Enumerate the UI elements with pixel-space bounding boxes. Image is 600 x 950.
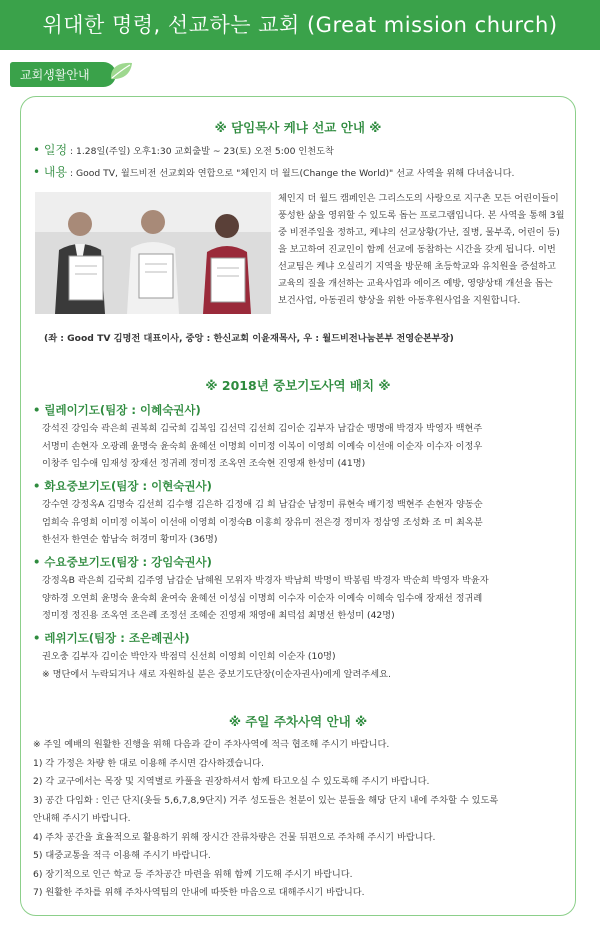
tag-text: 교회생활안내 — [20, 68, 90, 82]
parking-line: 4) 주차 공간을 효율적으로 활용하기 위해 장시간 잔류차량은 건물 뒤편으로 주차해 주시기 바랍니다. — [33, 831, 436, 843]
names-line: 이창주 임수애 임재성 장재선 정귀례 정미정 조옥연 조숙현 진영재 한성미 (41명) — [42, 458, 366, 469]
tuesday-prayer-heading: • 화요중보기도(팀장 : 이현숙권사) — [33, 479, 212, 493]
levite-prayer-names — [42, 648, 391, 683]
photo-illustration — [35, 192, 271, 314]
parking-line: 1) 각 가정은 차량 한 대로 이용해 주시면 감사하겠습니다. — [33, 757, 264, 769]
content-body-line: 중 비전주일을 정하고, 케냐의 선교상황(가난, 질병, 물부족, 어린이 등) — [278, 227, 560, 238]
content-first-text: : Good TV, 월드비전 선교회와 연합으로 "체인지 더 월드(Change the World)" 선교 사역을 위해 다녀옵니다. — [67, 168, 515, 179]
content-line — [33, 164, 514, 182]
content-body-line: 풍성한 삶을 영위할 수 있도록 돕는 프로그램입니다. 본 사역을 통해 3월 — [278, 210, 565, 221]
relay-prayer-heading: • 릴레이기도(팀장 : 이혜숙권사) — [33, 403, 201, 417]
kenya-section-title: ※ 담임목사 케냐 선교 안내 ※ — [214, 120, 382, 135]
content-label: • 내용 — [33, 165, 68, 179]
schedule-text: : 1.28일(주일) 오후1:30 교회출발 ~ 23(토) 오전 5:00 인천도착 — [67, 146, 334, 157]
parking-line: 3) 공간 다임화 : 인근 단지(옷들 5,6,7,8,9단지) 거주 성도들은 천분이 있는 분들을 해당 단지 내에 주차할 수 있도록 — [33, 794, 499, 806]
schedule-label: • 일정 — [33, 143, 68, 157]
relay-prayer-names — [42, 420, 482, 473]
parking-line: 6) 장기적으로 인근 학교 등 주차공간 마련을 위해 함께 기도해 주시기 바랍니다. — [33, 868, 353, 880]
section-tag-label — [10, 62, 116, 87]
prayer-note: ※ 명단에서 누락되거나 새로 자원하실 분은 중보기도단장(이순자권사)에게 알려주세요. — [42, 668, 391, 680]
content-body-line: 을 보고하여 진교인이 함께 선교에 동참하는 시간을 갖게 됩니다. 이번 — [278, 244, 556, 255]
parking-instructions — [33, 736, 498, 903]
names-line: 강석진 강임숙 곽은희 권복희 김국희 김복임 김선덕 김선희 김이순 김부자 남갑순 맹명애 박경자 박영자 백현주 — [42, 423, 483, 434]
names-line: 정미정 정진용 조옥연 조은례 조정선 조혜순 진영재 채영애 최덕섭 최명선 한성미 (42명) — [42, 610, 395, 621]
schedule-line — [33, 142, 334, 160]
parking-line: 5) 대중교통을 적극 이용해 주시기 바랍니다. — [33, 850, 211, 861]
content-body-line: 보건사업, 아동권리 향상을 위한 아동후원사업을 지원합니다. — [278, 295, 521, 306]
leaf-icon — [108, 60, 134, 82]
names-line: 엄희숙 유영희 이미정 이복이 이선애 이영희 이정숙B 이홍희 장유미 전은경 정미자 정삼영 조성화 조 미 최옥분 — [42, 516, 483, 528]
names-line: 강정옥B 곽은희 김국희 김주영 남갑순 남혜원 모위자 박경자 박남희 박명이 박봉림 박경자 박순희 박영자 박윤자 — [42, 575, 489, 586]
parking-line: ※ 주일 예배의 원활한 진행을 위해 다음과 같이 주차사역에 적극 협조해 주시기 바랍니다. — [33, 739, 390, 750]
content-body-line: 교육의 질을 개선하는 교육사업과 에이즈 예방, 영양상태 개선을 돕는 — [278, 278, 553, 289]
parking-section-title: ※ 주일 주차사역 안내 ※ — [228, 714, 368, 729]
prayer-section-title: ※ 2018년 중보기도사역 배치 ※ — [205, 378, 391, 393]
mission-photo — [35, 192, 271, 314]
names-line: 서명미 손현자 오광례 윤명숙 윤숙희 윤혜선 이명희 이미정 이복이 이영희 이예숙 이선애 이순자 이수자 이정우 — [42, 440, 483, 452]
names-line: 강수연 강정옥A 김명숙 김선희 김수행 김은하 김정애 김 희 남갑순 남정미 류현숙 배기정 백현주 손현자 양동순 — [42, 499, 483, 510]
wednesday-prayer-names — [42, 572, 489, 625]
content-body-line: 체인지 더 월드 캠페인은 그리스도의 사랑으로 지구촌 모든 어린이들이 — [278, 193, 559, 204]
names-line: 권오충 김부자 김이순 박안자 박점덕 신선희 이영희 이인희 이순자 (10명) — [42, 651, 336, 662]
names-line: 양하경 오연희 윤명숙 윤숙희 윤여숙 윤혜선 이성심 이명희 이수자 이순자 이예숙 이혜숙 임수애 장재선 정귀례 — [42, 592, 483, 604]
content-body — [278, 190, 568, 309]
names-line: 한선자 한연순 함남숙 허경미 황미자 (36명) — [42, 534, 218, 545]
parking-line: 안내해 주시기 바랍니다. — [33, 813, 131, 824]
wednesday-prayer-heading: • 수요중보기도(팀장 : 강임숙권사) — [33, 555, 212, 569]
levite-prayer-heading: • 레위기도(팀장 : 조은례권사) — [33, 631, 190, 645]
tuesday-prayer-names — [42, 496, 483, 549]
parking-line: 2) 각 교구에서는 목장 및 지역별로 카풀을 권장하셔서 함께 타고오실 수 있도록해 주시기 바랍니다. — [33, 776, 430, 787]
page-banner: 위대한 명령, 선교하는 교회 (Great mission church) — [0, 0, 600, 50]
section-tag — [10, 62, 116, 87]
content-body-line: 선교팀은 케냐 오실리기 지역을 방문해 초등학교와 유치원을 증설하고 — [278, 261, 556, 272]
parking-line: 7) 원활한 주차를 위해 주차사역팀의 안내에 따뜻한 마음으로 대해주시기 바랍니다. — [33, 887, 365, 898]
photo-caption: (좌 : Good TV 김명전 대표이사, 중앙 : 한신교회 이윤재목사, 우 : 월드비전나눔본부 전영순본부장) — [44, 333, 454, 344]
